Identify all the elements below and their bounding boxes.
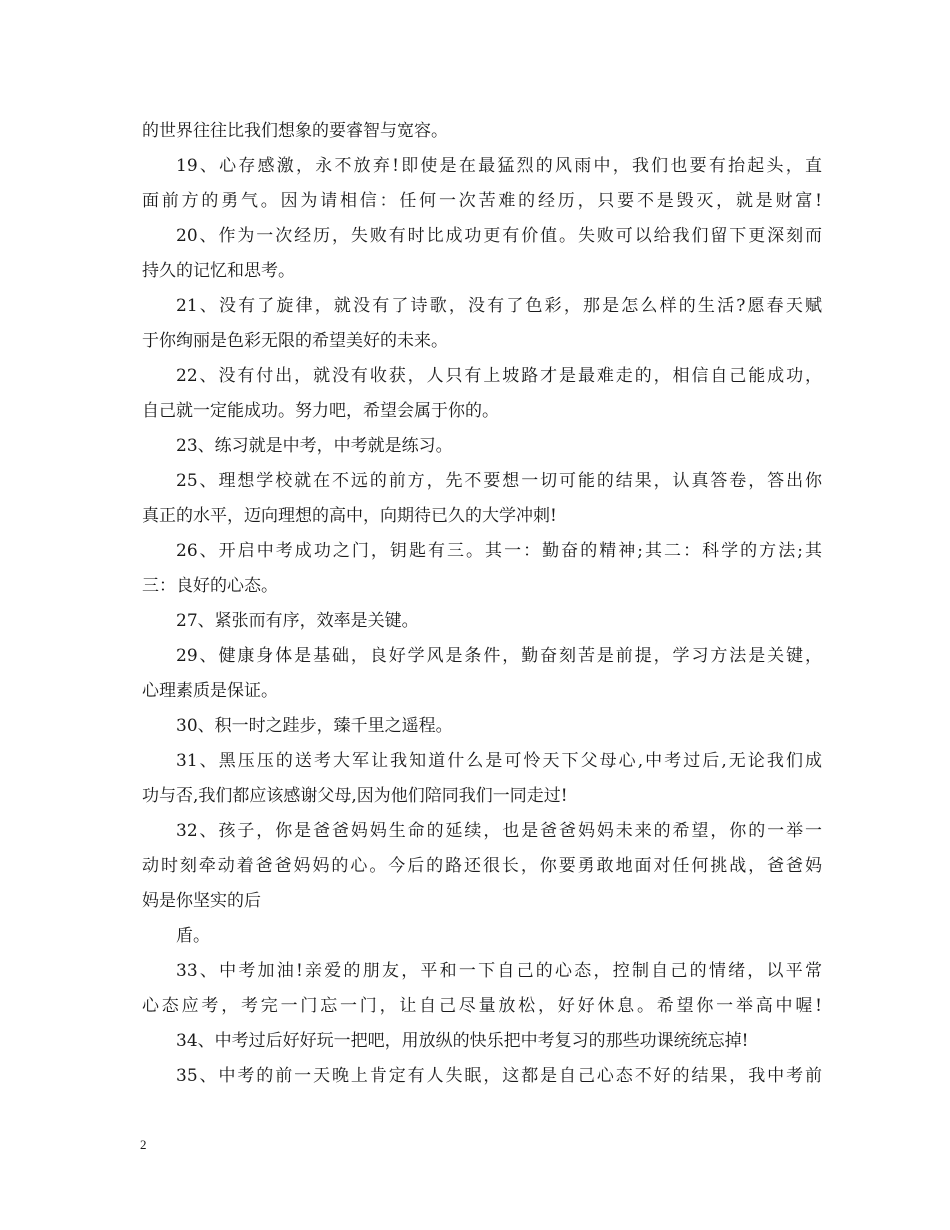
text-line: 心态应考，考完一门忘一门，让自己尽量放松，好好休息。希望你一举高中喔! [142,996,822,1016]
text-line: 22、没有付出，就没有收获，人只有上坡路才是最难走的，相信自己能成功， [176,366,822,386]
text-line: 盾。 [176,926,210,946]
text-line: 妈是你坚实的后 [142,891,261,911]
text-line: 23、练习就是中考，中考就是练习。 [176,436,453,456]
text-line: 25、理想学校就在不远的前方，先不要想一切可能的结果，认真答卷，答出你 [176,471,822,491]
text-line: 真正的水平，迈向理想的高中，向期待已久的大学冲刺! [142,506,557,526]
text-line: 33、中考加油!亲爱的朋友，平和一下自己的心态，控制自己的情绪，以平常 [176,961,822,981]
text-line: 31、黑压压的送考大军让我知道什么是可怜天下父母心,中考过后,无论我们成 [176,751,822,771]
text-line: 21、没有了旋律，就没有了诗歌，没有了色彩，那是怎么样的生活?愿春天赋 [176,296,822,316]
text-line: 32、孩子，你是爸爸妈妈生命的延续，也是爸爸妈妈未来的希望，你的一举一 [176,821,822,841]
text-line: 27、紧张而有序，效率是关键。 [176,611,419,631]
text-line: 29、健康身体是基础，良好学风是条件，勤奋刻苦是前提，学习方法是关键， [176,646,822,666]
text-line: 35、中考的前一天晚上肯定有人失眠，这都是自己心态不好的结果，我中考前 [176,1066,822,1086]
text-line: 30、积一时之跬步，臻千里之遥程。 [176,716,453,736]
page-number: 2 [140,1137,147,1152]
text-line: 34、中考过后好好玩一把吧，用放纵的快乐把中考复习的那些功课统统忘掉! [176,1031,749,1051]
text-line: 功与否,我们都应该感谢父母,因为他们陪同我们一同走过! [142,786,568,806]
text-line: 面前方的勇气。因为请相信：任何一次苦难的经历，只要不是毁灭，就是财富! [142,191,822,211]
text-line: 持久的记忆和思考。 [142,261,295,281]
text-line: 心理素质是保证。 [142,681,278,701]
text-line: 动时刻牵动着爸爸妈妈的心。今后的路还很长，你要勇敢地面对任何挑战，爸爸妈 [142,856,822,876]
text-line: 自己就一定能成功。努力吧，希望会属于你的。 [142,401,499,421]
text-line: 19、心存感激，永不放弃!即使是在最猛烈的风雨中，我们也要有抬起头，直 [176,156,822,176]
text-line: 20、作为一次经历，失败有时比成功更有价值。失败可以给我们留下更深刻而 [176,226,822,246]
text-line: 三：良好的心态。 [142,576,278,596]
text-line: 的世界往往比我们想象的要睿智与宽容。 [142,121,448,141]
text-line: 于你绚丽是色彩无限的希望美好的未来。 [142,331,448,351]
text-line: 26、开启中考成功之门，钥匙有三。其一：勤奋的精神;其二：科学的方法;其 [176,541,822,561]
